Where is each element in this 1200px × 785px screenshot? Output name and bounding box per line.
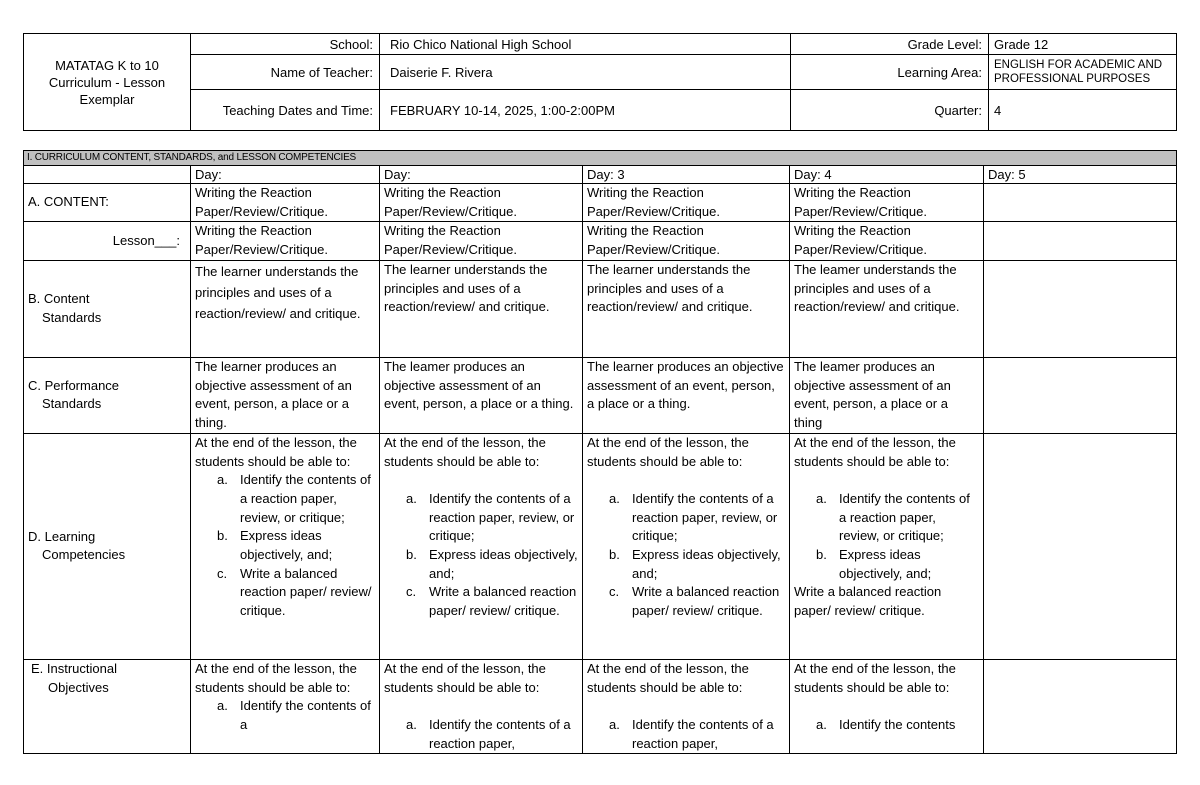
list-marker: b. bbox=[406, 547, 417, 563]
list-item bbox=[587, 490, 785, 546]
competencies-intro: At the end of the lesson, the students should be able to: bbox=[587, 434, 749, 469]
list-item-text: Express ideas objectively, and; bbox=[240, 528, 333, 563]
content-day-5 bbox=[984, 184, 1177, 222]
list-marker: c. bbox=[217, 565, 228, 581]
performance-standards-day-5 bbox=[984, 357, 1177, 433]
instructional-objectives-label-line1: E. Instructional bbox=[31, 660, 117, 676]
list-item-text: Express ideas objectively, and; bbox=[632, 547, 781, 581]
competencies-intro: At the end of the lesson, the students should be able to: bbox=[794, 434, 956, 469]
list-marker: a. bbox=[406, 490, 417, 506]
content-standards-label-line1: B. Content bbox=[28, 291, 90, 307]
instructional-objectives-day-3 bbox=[583, 659, 790, 754]
school-value: Rio Chico National High School bbox=[380, 34, 791, 55]
list-item-text: Identify the contents of a reaction paper, bbox=[632, 716, 774, 751]
list-marker: a. bbox=[609, 490, 620, 506]
performance-standards-day-3: The learner produces an objective assessment of an event, person, a place or a thing. bbox=[583, 357, 790, 433]
content-day-2: Writing the Reaction Paper/Review/Critique. bbox=[380, 184, 583, 222]
instructional-objectives-day-5 bbox=[984, 659, 1177, 754]
section-header: I. CURRICULUM CONTENT, STANDARDS, and LESSON COMPETENCIES bbox=[24, 151, 1177, 166]
list-marker: b. bbox=[816, 547, 827, 563]
list-item-text: Express ideas objectively, and; bbox=[839, 547, 932, 581]
content-standards-label-line2: Standards bbox=[42, 309, 102, 325]
list-item bbox=[794, 546, 979, 583]
list-marker: b. bbox=[217, 528, 228, 544]
day-header-4: Day: 4 bbox=[790, 166, 984, 184]
list-marker: b. bbox=[609, 547, 620, 563]
list-item bbox=[195, 565, 375, 621]
content-day-3: Writing the Reaction Paper/Review/Critique. bbox=[583, 184, 790, 222]
list-marker: a. bbox=[609, 716, 620, 732]
quarter-value: 4 bbox=[989, 90, 1177, 131]
instructional-objectives-label-line2: Objectives bbox=[48, 679, 109, 695]
learning-area-value: ENGLISH FOR ACADEMIC AND PROFESSIONAL PURPOSES bbox=[989, 55, 1177, 90]
instructional-objectives-label bbox=[24, 659, 191, 754]
quarter-label: Quarter: bbox=[791, 90, 989, 131]
list-item bbox=[587, 546, 785, 583]
lesson-day-1: Writing the Reaction Paper/Review/Critique. bbox=[191, 222, 380, 260]
objectives-list bbox=[587, 716, 785, 753]
competencies-list bbox=[195, 471, 375, 621]
teaching-dates-value: FEBRUARY 10-14, 2025, 1:00-2:00PM bbox=[380, 90, 791, 131]
objectives-list bbox=[794, 716, 979, 735]
list-item-text: Write a balanced reaction paper/ review/ critique. bbox=[632, 584, 780, 619]
list-item-text: Identify the contents of a bbox=[240, 698, 371, 732]
instructional-objectives-day-4 bbox=[790, 659, 984, 754]
list-item-text: Identify the contents of a reaction paper, review, or critique; bbox=[429, 490, 575, 544]
instructional-objectives-day-1 bbox=[191, 659, 380, 754]
performance-standards-label-line2: Standards bbox=[42, 396, 102, 412]
list-marker: c. bbox=[609, 584, 620, 600]
content-day-1: Writing the Reaction Paper/Review/Critique. bbox=[191, 184, 380, 222]
header-table bbox=[23, 33, 1177, 131]
learning-competencies-day-2 bbox=[380, 433, 583, 659]
list-marker: c. bbox=[406, 584, 417, 600]
list-item-text: Identify the contents bbox=[839, 716, 956, 732]
list-item-text: Identify the contents of a reaction paper, review, or critique; bbox=[240, 472, 371, 525]
day-header-2: Day: bbox=[380, 166, 583, 184]
list-item bbox=[587, 583, 785, 620]
objectives-list bbox=[195, 697, 375, 734]
content-standards-day-5 bbox=[984, 260, 1177, 357]
learning-competencies-label bbox=[24, 433, 191, 659]
learning-competencies-label-line1: D. Learning bbox=[28, 528, 96, 544]
competencies-list bbox=[587, 490, 785, 621]
list-item-text: Express ideas objectively, and; bbox=[429, 547, 578, 581]
list-item bbox=[195, 527, 375, 564]
list-marker: a. bbox=[217, 698, 228, 714]
instructional-objectives-day-2 bbox=[380, 659, 583, 754]
list-item-text: Write a balanced reaction paper/ review/ critique. bbox=[429, 584, 577, 619]
competencies-intro: At the end of the lesson, the students should be able to: bbox=[384, 434, 546, 469]
list-marker: a. bbox=[406, 716, 417, 732]
learning-competencies-day-3 bbox=[583, 433, 790, 659]
performance-standards-day-2: The leamer produces an objective assessment of an event, person, a place or a thing. bbox=[380, 357, 583, 433]
grade-level-label: Grade Level: bbox=[791, 34, 989, 55]
school-label: School: bbox=[191, 34, 380, 55]
objectives-intro: At the end of the lesson, the students should be able to: bbox=[384, 660, 546, 695]
lesson-table bbox=[23, 150, 1177, 754]
learning-competencies-label-line2: Competencies bbox=[42, 547, 126, 563]
content-standards-day-1: The learner understands the principles and uses of a reaction/review/ and critique. bbox=[191, 260, 380, 357]
lesson-day-3: Writing the Reaction Paper/Review/Critique. bbox=[583, 222, 790, 260]
list-item bbox=[794, 490, 979, 546]
list-item-text: Identify the contents of a reaction paper, review, or critique; bbox=[632, 490, 778, 544]
competencies-list bbox=[384, 490, 578, 621]
objectives-intro: At the end of the lesson, the students should be able to: bbox=[195, 660, 357, 695]
competencies-list bbox=[794, 490, 979, 584]
list-item bbox=[384, 546, 578, 583]
list-marker: a. bbox=[816, 716, 827, 732]
list-item-text: Write a balanced reaction paper/ review/ critique. bbox=[240, 565, 372, 619]
list-item-text: Identify the contents of a reaction paper, bbox=[429, 716, 571, 751]
objectives-intro: At the end of the lesson, the students should be able to: bbox=[794, 660, 956, 695]
lesson-day-5 bbox=[984, 222, 1177, 260]
list-item-text: Identify the contents of a reaction paper, review, or critique; bbox=[839, 490, 970, 544]
competencies-tail: Write a balanced reaction paper/ review/ critique. bbox=[794, 584, 942, 619]
learning-competencies-day-1 bbox=[191, 433, 380, 659]
content-day-4: Writing the Reaction Paper/Review/Critique. bbox=[790, 184, 984, 222]
list-item bbox=[794, 716, 979, 735]
list-item bbox=[587, 716, 785, 753]
list-item bbox=[384, 490, 578, 546]
grade-level-value: Grade 12 bbox=[989, 34, 1177, 55]
document-title: MATATAG K to 10 Curriculum - Lesson Exemplar bbox=[24, 34, 191, 131]
lesson-label: Lesson___: bbox=[24, 222, 191, 260]
performance-standards-label bbox=[24, 357, 191, 433]
lesson-day-4: Writing the Reaction Paper/Review/Critique. bbox=[790, 222, 984, 260]
lesson-day-2: Writing the Reaction Paper/Review/Critique. bbox=[380, 222, 583, 260]
day-header-1: Day: bbox=[191, 166, 380, 184]
content-standards-label bbox=[24, 260, 191, 357]
list-item bbox=[384, 583, 578, 620]
learning-competencies-day-4 bbox=[790, 433, 984, 659]
content-standards-day-3: The learner understands the principles and uses of a reaction/review/ and critique. bbox=[583, 260, 790, 357]
content-standards-day-2: The learner understands the principles and uses of a reaction/review/ and critique. bbox=[380, 260, 583, 357]
performance-standards-day-1: The learner produces an objective assessment of an event, person, a place or a thing. bbox=[191, 357, 380, 433]
learning-area-label: Learning Area: bbox=[791, 55, 989, 90]
learning-competencies-day-5 bbox=[984, 433, 1177, 659]
competencies-intro: At the end of the lesson, the students should be able to: bbox=[195, 434, 357, 469]
performance-standards-label-line1: C. Performance bbox=[28, 377, 120, 393]
performance-standards-day-4: The leamer produces an objective assessment of an event, person, a place or a thing bbox=[790, 357, 984, 433]
day-header-5: Day: 5 bbox=[984, 166, 1177, 184]
objectives-list bbox=[384, 716, 578, 753]
list-item bbox=[195, 471, 375, 527]
list-item bbox=[195, 697, 375, 734]
list-marker: a. bbox=[217, 472, 228, 488]
teacher-value: Daiserie F. Rivera bbox=[380, 55, 791, 90]
list-item bbox=[384, 716, 578, 753]
content-standards-day-4: The leamer understands the principles and uses of a reaction/review/ and critique. bbox=[790, 260, 984, 357]
content-label: A. CONTENT: bbox=[24, 184, 191, 222]
teaching-dates-label: Teaching Dates and Time: bbox=[191, 90, 380, 131]
day-header-blank bbox=[24, 166, 191, 184]
list-marker: a. bbox=[816, 490, 827, 506]
teacher-label: Name of Teacher: bbox=[191, 55, 380, 90]
objectives-intro: At the end of the lesson, the students should be able to: bbox=[587, 660, 749, 695]
day-header-3: Day: 3 bbox=[583, 166, 790, 184]
